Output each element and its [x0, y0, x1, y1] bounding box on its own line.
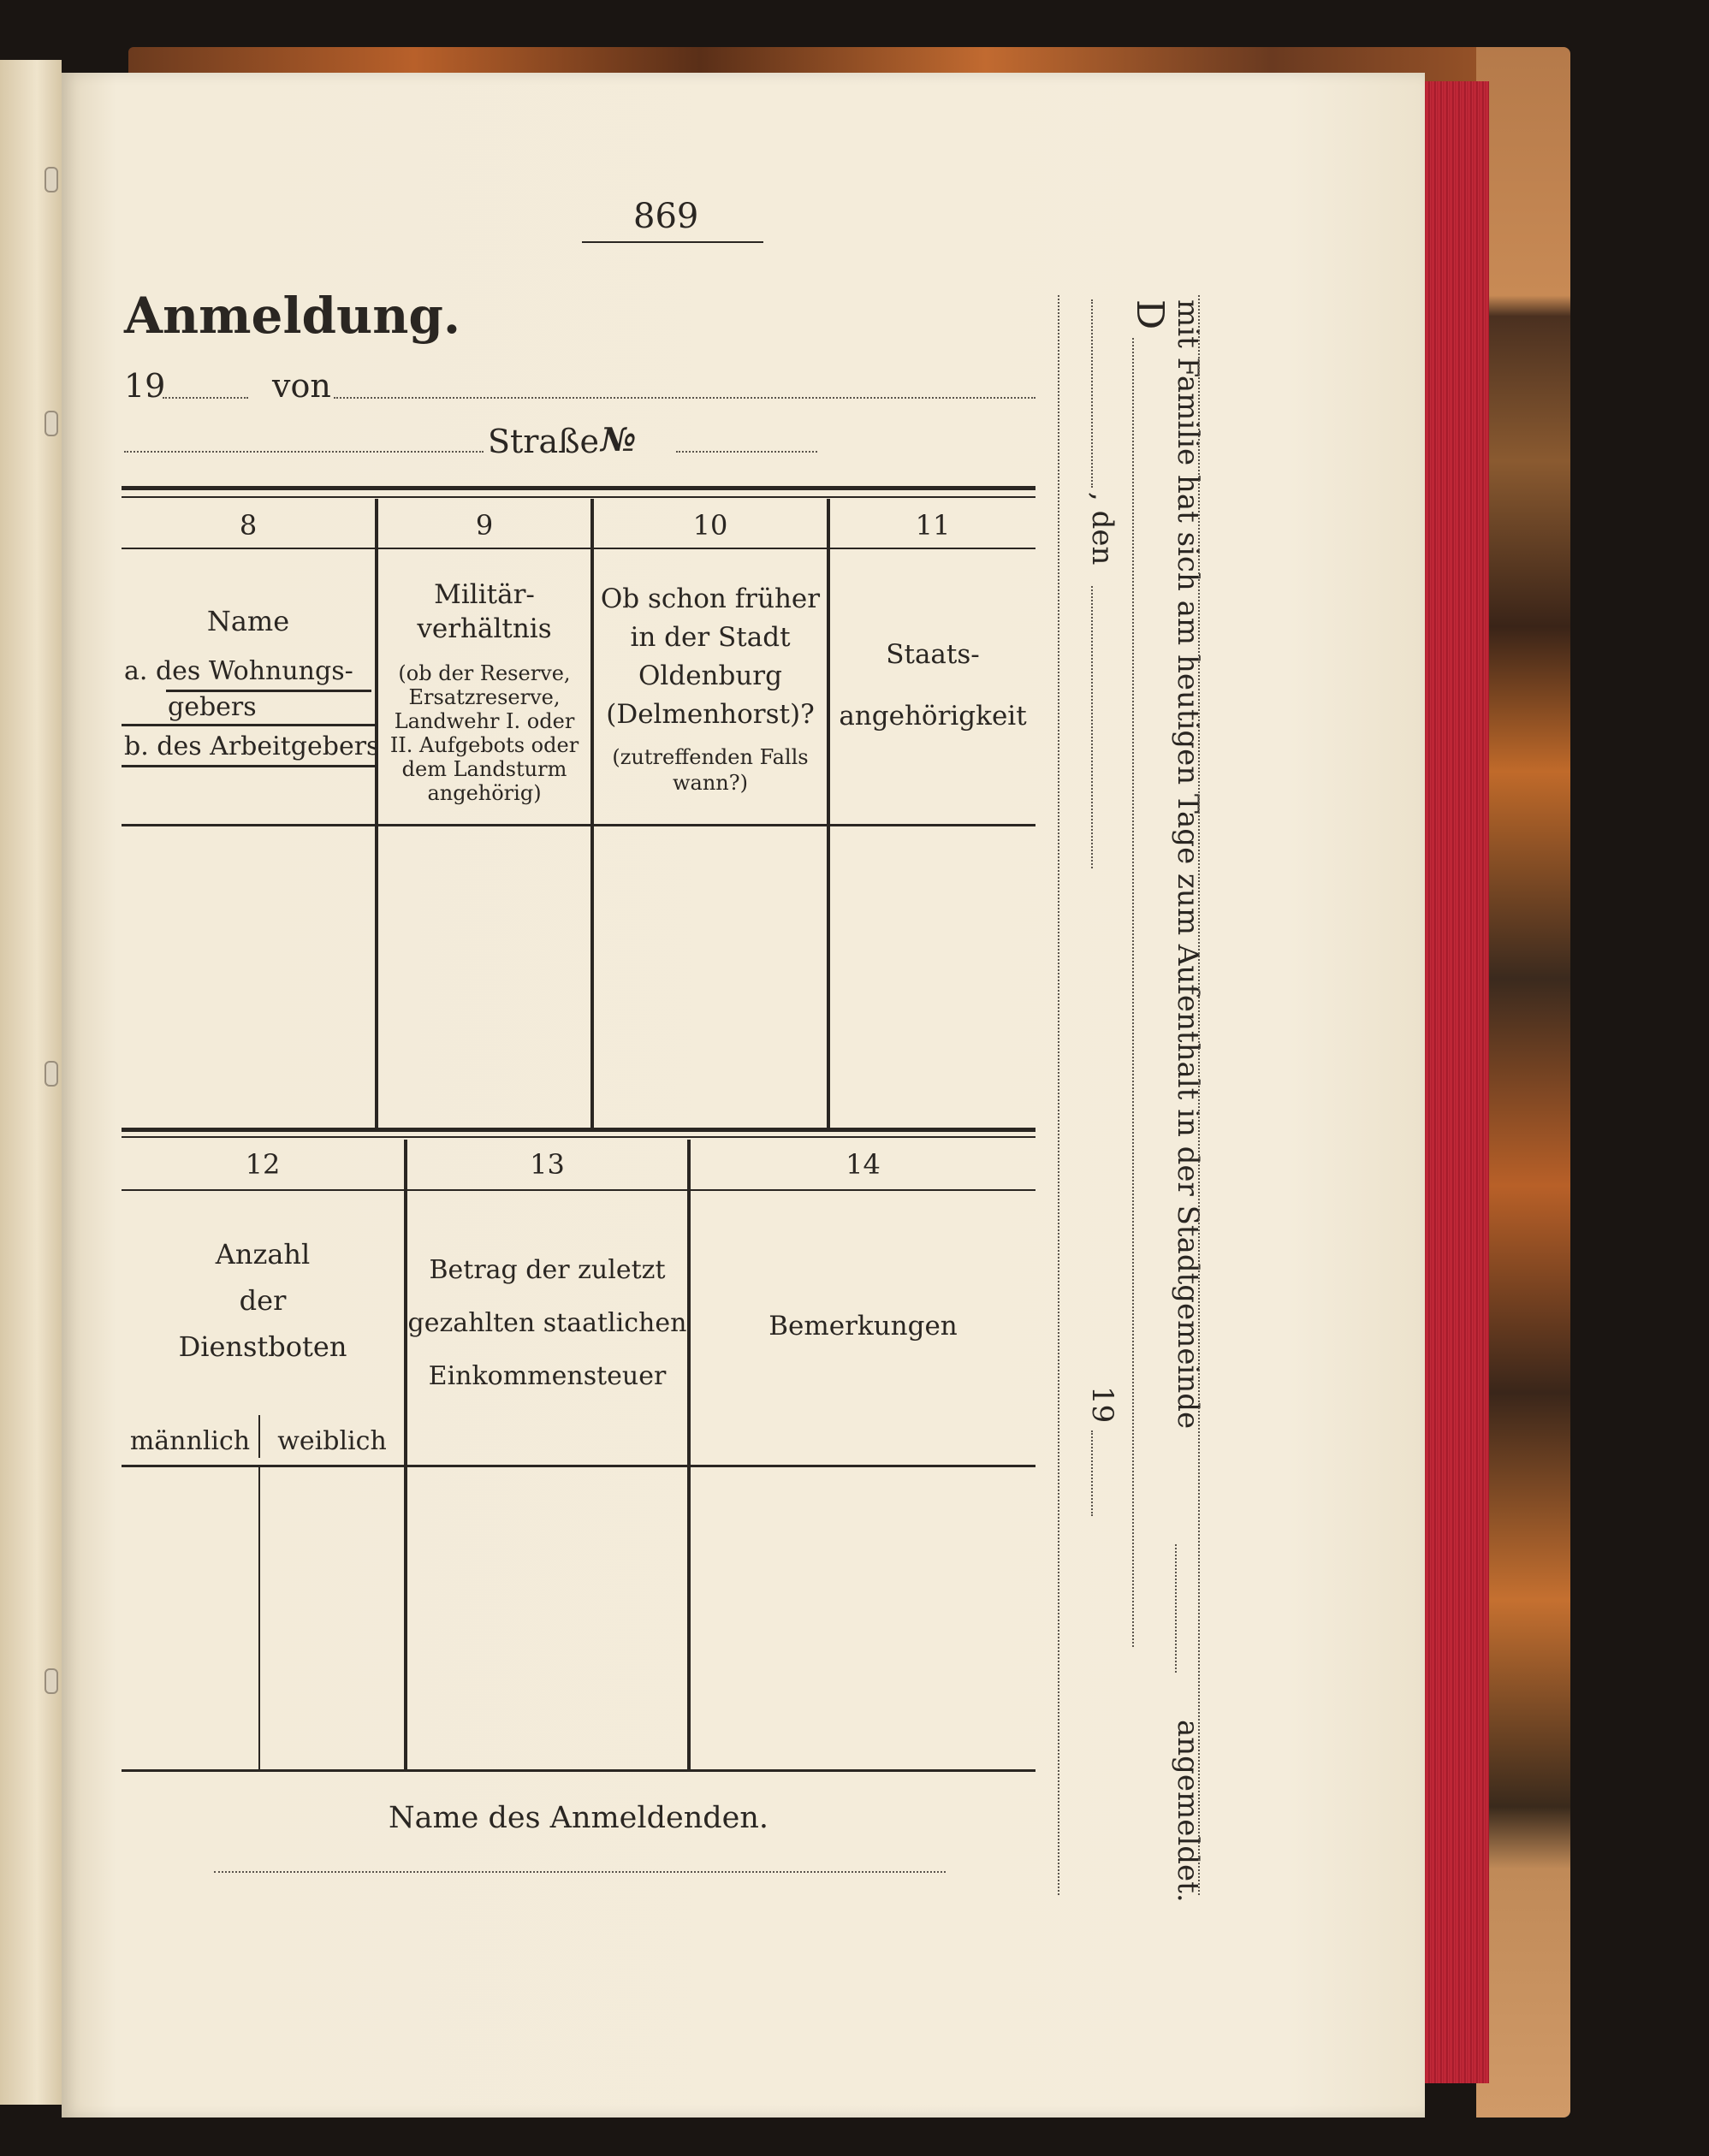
col-divider [687, 1140, 691, 1771]
col-divider [827, 499, 830, 1128]
side-note-place-dots [1175, 1544, 1177, 1673]
col-13-number: 13 [530, 1148, 565, 1181]
year-prefix: 19 [124, 367, 166, 405]
col-10-sub: wann?) [673, 771, 748, 795]
table-mid-rule [122, 1128, 1035, 1132]
side-note-year: 19 [1085, 1386, 1119, 1424]
col-13-header: gezahlten staatlichen [407, 1308, 687, 1338]
col-9-header: Militär- [434, 579, 535, 610]
binding-stitch [45, 167, 58, 192]
side-note-d-letter: D [1128, 299, 1172, 330]
col-divider [404, 1140, 407, 1771]
col-12-header: Dienstboten [178, 1330, 347, 1363]
col-13-header: Betrag der zuletzt [429, 1255, 666, 1285]
col-10-header: Oldenburg [638, 660, 782, 691]
col-8-header: Name [206, 605, 290, 637]
col-9-number: 9 [475, 509, 494, 542]
von-label: von [272, 367, 331, 405]
header-bottom-rule [122, 824, 1035, 826]
binding-stitch [45, 1668, 58, 1694]
col-12-data-divider [258, 1467, 260, 1771]
side-note [1065, 299, 1219, 1903]
year-dots [163, 397, 248, 399]
side-note-year-dots [1091, 1430, 1093, 1516]
side-note-name-dots [1132, 338, 1134, 1647]
number-label: № [601, 420, 637, 459]
side-note-angemeldet: angemeldet. [1171, 1720, 1205, 1903]
binding-stitch [45, 1061, 58, 1087]
col-10-header: (Delmenhorst)? [606, 699, 815, 730]
page-edges [1425, 81, 1489, 2083]
von-dots [334, 397, 1035, 399]
table-bottom-rule [122, 1769, 1035, 1772]
col-11-header: angehörigkeit [839, 701, 1027, 732]
col-9-sub: Ersatzreserve, [408, 685, 561, 709]
col-8-sub-a: a. des Wohnungs- [124, 656, 353, 686]
col-9-sub: angehörig) [427, 781, 542, 805]
col-8-sub-b: b. des Arbeitgebers [124, 732, 380, 761]
num-row-rule [122, 548, 1035, 549]
col-8-number: 8 [239, 509, 258, 542]
side-note-date-dots-2 [1091, 586, 1093, 868]
col-10-header: Ob schon früher [600, 583, 821, 614]
col-14-header: Bemerkungen [768, 1311, 958, 1342]
col-12-header: der [239, 1284, 287, 1317]
page-number: 869 [633, 197, 699, 236]
col-12-sub-female: weiblich [277, 1426, 387, 1456]
col-13-header: Einkommensteuer [428, 1361, 667, 1391]
col-12-header: Anzahl [215, 1238, 311, 1270]
side-note-date-dots [1091, 299, 1093, 488]
side-note-left-rule [1058, 295, 1059, 1895]
form-title: Anmeldung. [124, 287, 461, 345]
signature-label: Name des Anmeldenden. [388, 1801, 769, 1835]
col-9-sub: II. Aufgebots oder [389, 733, 579, 757]
strasse-label: Straße [488, 423, 599, 460]
col-11-number: 11 [915, 509, 951, 542]
col-8-sub-a2: gebers [168, 692, 257, 722]
col-11-header: Staats- [886, 639, 980, 670]
col-12-number: 12 [245, 1148, 281, 1181]
col-12-sub-male: männlich [129, 1426, 251, 1456]
col-9-sub: (ob der Reserve, [398, 661, 571, 685]
col-10-header: in der Stadt [630, 622, 791, 653]
col-9-header: verhältnis [417, 613, 552, 644]
side-note-right-rule [1198, 295, 1200, 1895]
binding-stitch [45, 411, 58, 436]
col-10-sub: (zutreffenden Falls [612, 745, 809, 769]
signature-dots [214, 1871, 946, 1873]
name-dots [124, 451, 484, 453]
page-number-rule [582, 241, 763, 243]
num-row-rule [122, 1189, 1035, 1191]
col-14-number: 14 [846, 1148, 881, 1181]
table-mid-rule-2 [122, 1136, 1035, 1138]
side-note-line: mit Familie hat sich am heutigen Tage zum Aufenthalt in der Stadtgemeinde [1171, 299, 1205, 1430]
col-8-underline [122, 765, 375, 767]
col-9-sub: Landwehr I. oder [394, 709, 575, 733]
table-top-rule [122, 486, 1035, 490]
table-top-rule-2 [122, 496, 1035, 498]
col-10-number: 10 [692, 509, 728, 542]
col-8-underline [122, 724, 375, 726]
col-9-sub: dem Landsturm [401, 757, 567, 781]
number-dots [676, 451, 817, 453]
side-note-den: , den [1085, 492, 1119, 566]
book-cover-right [1476, 47, 1570, 2118]
